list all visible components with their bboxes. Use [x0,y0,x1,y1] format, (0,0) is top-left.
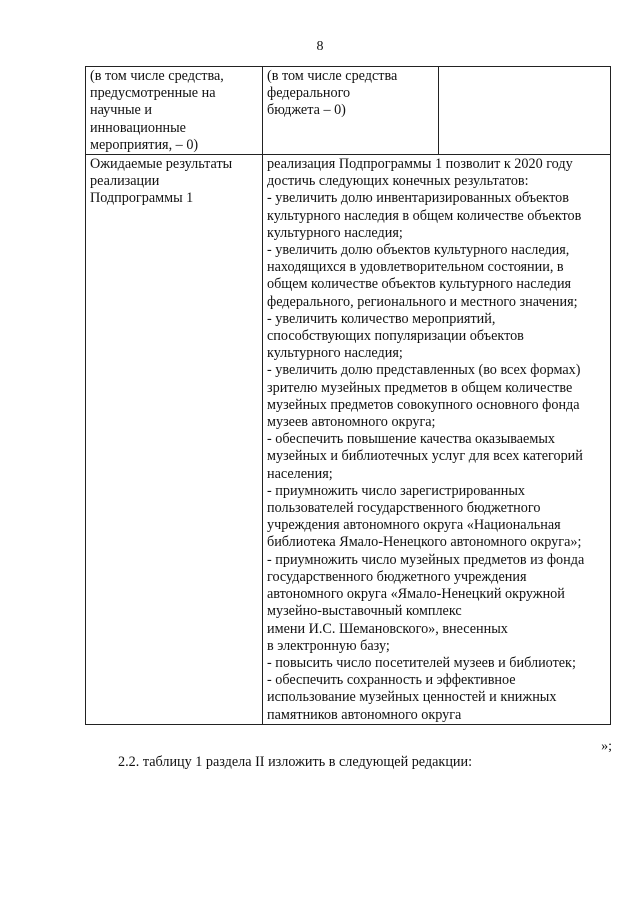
table-row [86,67,611,155]
subprogram-passport-table [85,66,611,725]
result-line: - повысить число посетителей музеев и библиотек; [267,654,576,671]
federal-budget-line: (в том числе средства [267,68,398,84]
result-line: культурного наследия; [267,345,403,362]
result-line: использование музейных ценностей и книжных [267,689,557,706]
result-line: имени И.С. Шемановского», внесенных [267,620,508,637]
result-line: - увеличить долю представленных (во всех формах) [267,362,581,379]
result-line: - обеспечить сохранность и эффективное [267,672,516,689]
result-line: - увеличить долю инвентаризированных объектов [267,190,569,207]
result-line: учреждения автономного округа «Национальная [267,517,561,534]
result-line: - приумножить число зарегистрированных [267,482,525,499]
closing-quote: »; [601,739,612,754]
result-line: музеев автономного округа; [267,414,436,431]
result-line: - увеличить количество мероприятий, [267,310,496,327]
result-line: музейных и библиотечных услуг для всех категорий [267,448,583,465]
funding-note-cell [86,67,263,155]
funding-note-line: предусмотренные на [90,85,216,102]
table-row [86,155,611,725]
result-line: библиотека Ямало-Ненецкого автономного округа»; [267,534,582,551]
result-line: реализация Подпрограммы 1 позволит к 2020 году [267,156,573,173]
expected-results-label-line: Подпрограммы 1 [90,190,194,207]
expected-results-label-cell [86,155,263,725]
expected-results-label-line: реализации [90,173,160,190]
result-line: достичь следующих конечных результатов: [267,173,529,190]
result-line: культурного наследия; [267,224,403,241]
result-line: способствующих популяризации объектов [267,328,524,345]
result-line: музейно-выставочный комплекс [267,603,462,620]
federal-budget-line: федерального [267,85,351,102]
result-line: - увеличить долю объектов культурного наследия, [267,242,570,259]
funding-note-line: научные и [90,102,152,119]
result-line: - приумножить число музейных предметов из фонда [267,551,585,568]
result-line: зрителю музейных предметов в общем количестве [267,379,573,396]
result-line: федерального, регионального и местного значения; [267,293,578,310]
funding-note-line: мероприятия, – 0) [90,136,199,153]
page-number: 8 [316,39,324,54]
result-line: общем количестве объектов культурного наследия [267,276,572,293]
expected-results-content-cell [263,155,611,725]
result-line: культурного наследия в общем количестве объектов [267,207,582,224]
result-line: государственного бюджетного учреждения [267,568,527,585]
result-line: музейных предметов совокупного основного фонда [267,396,580,413]
expected-results-label-line: Ожидаемые результаты [90,156,233,173]
result-line: - обеспечить повышение качества оказываемых [267,431,555,448]
funding-note-line: инновационные [90,119,186,136]
federal-budget-line: бюджета – 0) [267,102,346,119]
result-line: автономного округа «Ямало-Ненецкий окружной [267,586,565,603]
result-line: памятников автономного округа [267,706,462,723]
empty-cell [439,67,611,155]
result-line: находящихся в удовлетворительном состоянии, в [267,259,564,276]
result-line: населения; [267,465,333,482]
result-line: в электронную базу; [267,637,390,654]
funding-note-line: (в том числе средства, [90,68,224,84]
amendment-paragraph: 2.2. таблицу 1 раздела II изложить в следующей редакции: [118,754,473,770]
federal-budget-cell [263,67,439,155]
result-line: пользователей государственного бюджетного [267,500,541,517]
